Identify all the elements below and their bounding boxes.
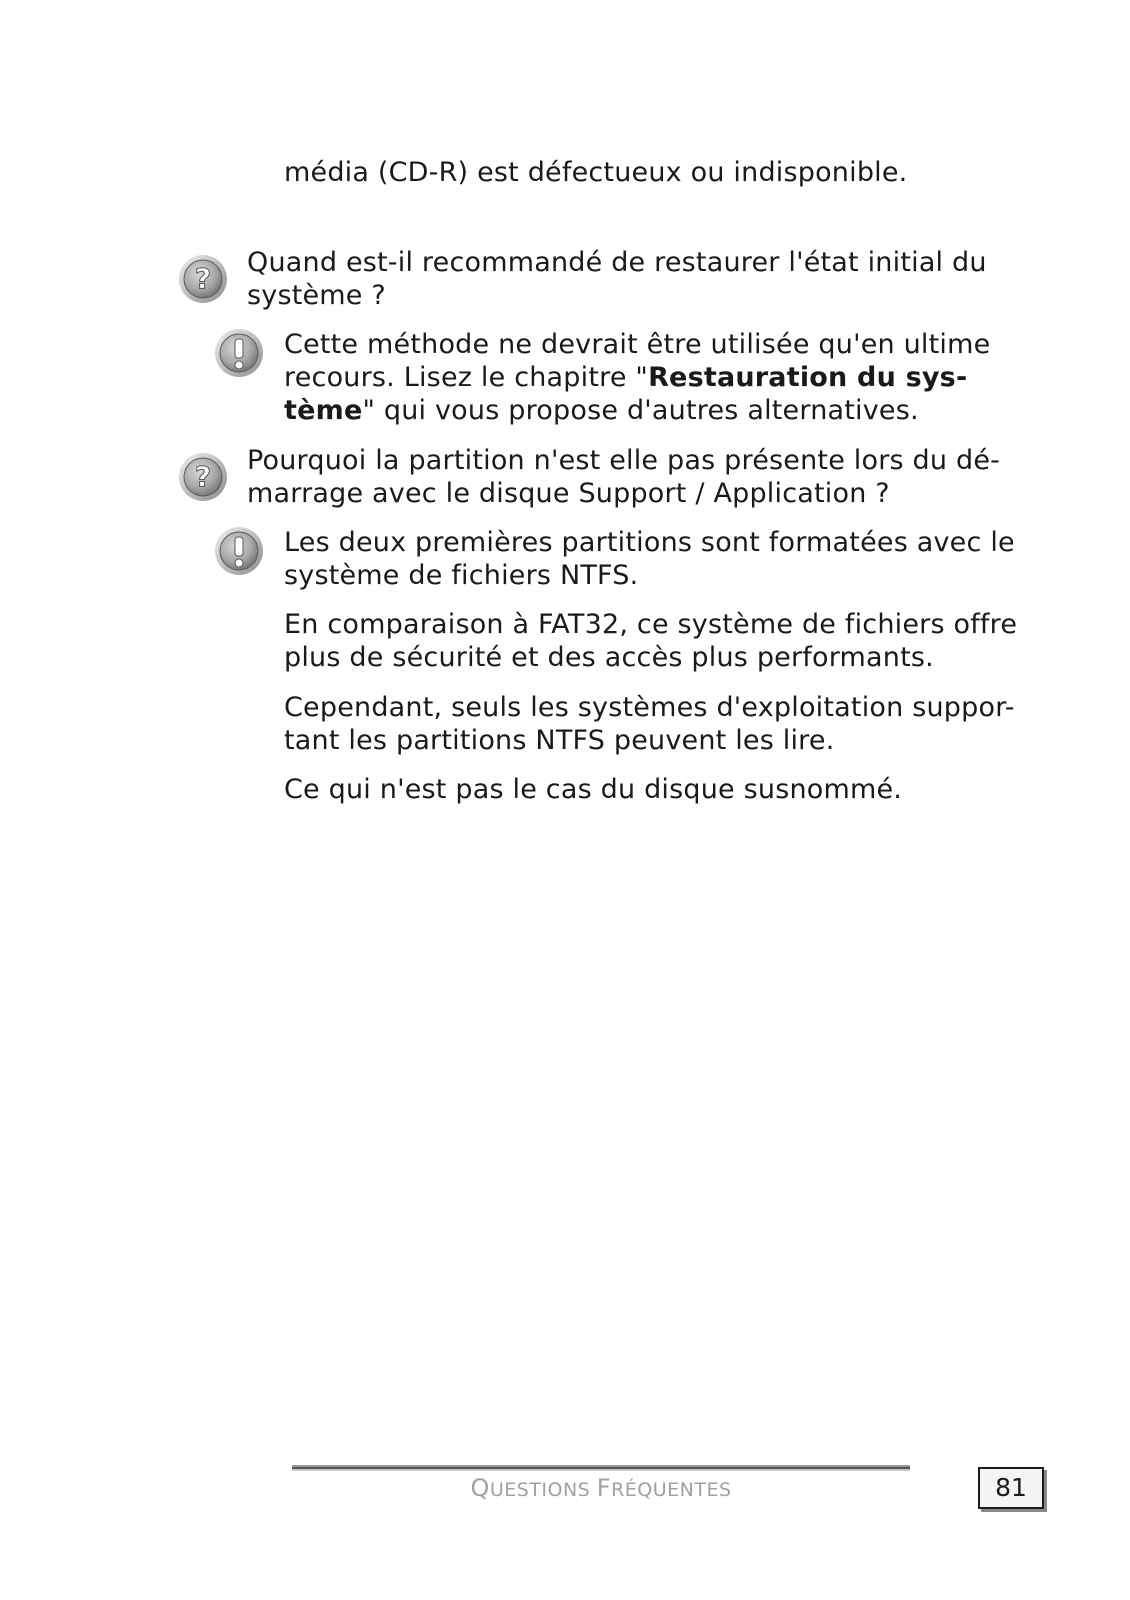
page-number: 81 (978, 1467, 1044, 1509)
exclamation-icon (214, 328, 264, 378)
exclamation-icon (214, 526, 264, 576)
svg-text:?: ? (194, 460, 212, 493)
footer-title-cap-q: Q (470, 1474, 490, 1502)
chapter-reference-continued: tème (284, 395, 363, 426)
answer-1-line-2 (284, 361, 967, 394)
paragraph-2-line-1: Cependant, seuls les systèmes d'exploitation suppor- (284, 692, 1015, 723)
paragraph-2-line-2: tant les partitions NTFS peuvent les lire. (284, 725, 835, 756)
footer-title-cap-f: F (596, 1474, 612, 1502)
footer-title-part-2: RÉQUENTES (611, 1479, 732, 1501)
answer-1-line-3-text: " qui vous propose d'autres alternatives. (362, 395, 919, 426)
answer-2-line-2: système de fichiers NTFS. (284, 560, 639, 591)
question-2-line-1: Pourquoi la partition n'est elle pas présente lors du dé- (247, 445, 1001, 476)
footer-section-title (292, 1474, 910, 1502)
answer-1-line-2-text: recours. Lisez le chapitre " (284, 362, 649, 393)
question-1-line-1: Quand est-il recommandé de restaurer l'état initial du (247, 247, 987, 278)
paragraph-1-line-2: plus de sécurité et des accès plus performants. (284, 642, 934, 673)
question-icon (178, 254, 228, 304)
intro-line: média (CD-R) est défectueux ou indisponible. (284, 157, 908, 188)
footer-title-part-1: UESTIONS (489, 1479, 597, 1501)
svg-text:?: ? (194, 262, 212, 295)
question-icon (178, 452, 228, 502)
paragraph-3-line-1: Ce qui n'est pas le cas du disque susnommé. (284, 774, 903, 805)
paragraph-1-line-1: En comparaison à FAT32, ce système de fichiers offre (284, 609, 1018, 640)
footer-rule (292, 1465, 910, 1471)
chapter-reference: Restauration du sys- (648, 362, 968, 393)
question-2-line-2: marrage avec le disque Support / Application ? (247, 478, 890, 509)
question-1-line-2: système ? (247, 280, 386, 311)
answer-1-line-3 (284, 394, 919, 427)
answer-1-line-1: Cette méthode ne devrait être utilisée qu'en ultime (284, 329, 991, 360)
answer-2-line-1: Les deux premières partitions sont formatées avec le (284, 527, 1015, 558)
